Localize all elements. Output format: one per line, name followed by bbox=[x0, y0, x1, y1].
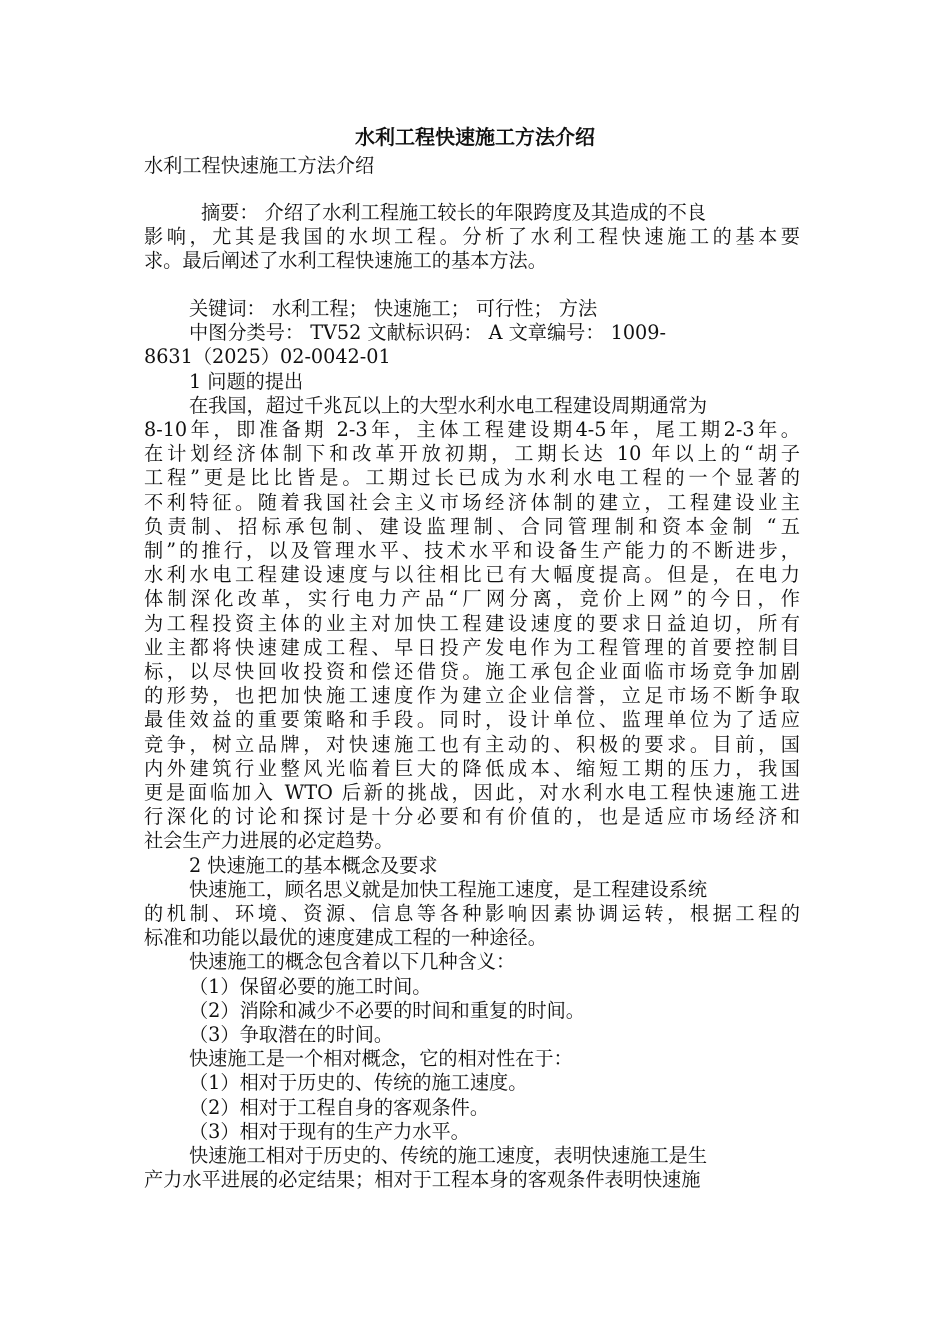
paragraph-line: 内外建筑行业整风光临着巨大的降低成本、缩短工期的压力，我国 bbox=[144, 756, 800, 780]
list-intro: 快速施工是一个相对概念，它的相对性在于： bbox=[189, 1047, 573, 1071]
paragraph-line: 产力水平进展的必定结果；相对于工程本身的客观条件表明快速施 bbox=[144, 1168, 701, 1192]
list-item: （1）相对于历史的、传统的施工速度。 bbox=[189, 1071, 528, 1095]
paragraph-line: 标准和功能以最优的速度建成工程的一种途径。 bbox=[144, 926, 547, 950]
paragraph-line: 制”的推行，以及管理水平、技术水平和设备生产能力的不断进步， bbox=[144, 539, 800, 562]
paragraph-line: 竞争，树立品牌，对快速施工也有主动的、积极的要求。目前，国 bbox=[144, 732, 800, 756]
paragraph-line: 负责制、招标承包制、建设监理制、合同管理制和资本金制 “五 bbox=[144, 514, 800, 538]
section-heading: 1 问题的提出 bbox=[189, 369, 304, 393]
paragraph-line: 快速施工相对于历史的、传统的施工速度，表明快速施工是生 bbox=[189, 1144, 708, 1167]
paragraph-line: 最佳效益的重要策略和手段。同时，设计单位、监理单位为了适应 bbox=[144, 708, 800, 732]
paragraph-line: 的机制、环境、资源、信息等各种影响因素协调运转，根据工程的 bbox=[144, 902, 800, 925]
paragraph-line: 标，以尽快回收投资和偿还借贷。施工承包企业面临市场竞争加剧 bbox=[144, 660, 800, 683]
paragraph-line: 社会生产力进展的必定趋势。 bbox=[144, 829, 394, 853]
list-item: （3）相对于现有的生产力水平。 bbox=[189, 1119, 470, 1143]
section-heading: 2 快速施工的基本概念及要求 bbox=[189, 853, 438, 877]
document-subtitle: 水利工程快速施工方法介绍 bbox=[144, 154, 375, 177]
paragraph-line: 的形势，也把加快施工速度作为建立企业信誉，立足市场不断争取 bbox=[144, 684, 800, 708]
abstract-line: 影响，尤其是我国的水坝工程。分析了水利工程快速施工的基本要 bbox=[144, 225, 800, 249]
paragraph-line: 不利特征。随着我国社会主义市场经济体制的建立，工程建设业主 bbox=[144, 490, 800, 514]
paragraph-line: 在计划经济体制下和改革开放初期，工期长达 10 年以上的“胡子 bbox=[144, 442, 800, 466]
list-item: （2）相对于工程自身的客观条件。 bbox=[189, 1095, 490, 1119]
paragraph-line: 快速施工，顾名思义就是加快工程施工速度，是工程建设系统 bbox=[189, 877, 708, 901]
paragraph-line: 更是面临加入 WTO 后新的挑战，因此，对水利水电工程快速施工进 bbox=[144, 781, 800, 804]
paragraph-line: 8-10年，即准备期 2-3年，主体工程建设期4-5年，尾工期2-3年。 bbox=[144, 418, 800, 441]
classification-line: 8631（2025）02-0042-01 bbox=[144, 345, 391, 369]
list-item: （3）争取潜在的时间。 bbox=[189, 1023, 394, 1046]
paragraph-line: 在我国，超过千兆瓦以上的大型水利水电工程建设周期通常为 bbox=[189, 393, 708, 417]
classification-line: 中图分类号： TV52 文献标识码： A 文章编号： 1009- bbox=[189, 321, 666, 345]
document-title: 水利工程快速施工方法介绍 bbox=[355, 125, 595, 149]
abstract-line: 求。最后阐述了水利工程快速施工的基本方法。 bbox=[144, 249, 547, 273]
paragraph-line: 水利水电工程建设速度与以往相比已有大幅度提高。但是，在电力 bbox=[144, 563, 800, 587]
list-item: （1）保留必要的施工时间。 bbox=[189, 974, 432, 998]
list-intro: 快速施工的概念包含着以下几种含义： bbox=[189, 950, 516, 974]
paragraph-line: 工程”更是比比皆是。工期过长已成为水利水电工程的一个显著的 bbox=[144, 466, 800, 490]
list-item: （2）消除和减少不必要的时间和重复的时间。 bbox=[189, 998, 585, 1022]
paragraph-line: 业主都将快速建成工程、早日投产发电作为工程管理的首要控制目 bbox=[144, 635, 800, 659]
paragraph-line: 体制深化改革，实行电力产品“厂网分离，竞价上网”的今日，作 bbox=[144, 587, 800, 611]
paragraph-line: 为工程投资主体的业主对加快工程建设速度的要求日益迫切，所有 bbox=[144, 611, 800, 635]
paragraph-line: 行深化的讨论和探讨是十分必要和有价值的，也是适应市场经济和 bbox=[144, 805, 800, 829]
abstract-line: 摘要： 介绍了水利工程施工较长的年限跨度及其造成的不良 bbox=[201, 201, 706, 224]
keywords-line: 关键词： 水利工程； 快速施工； 可行性； 方法 bbox=[189, 297, 598, 320]
